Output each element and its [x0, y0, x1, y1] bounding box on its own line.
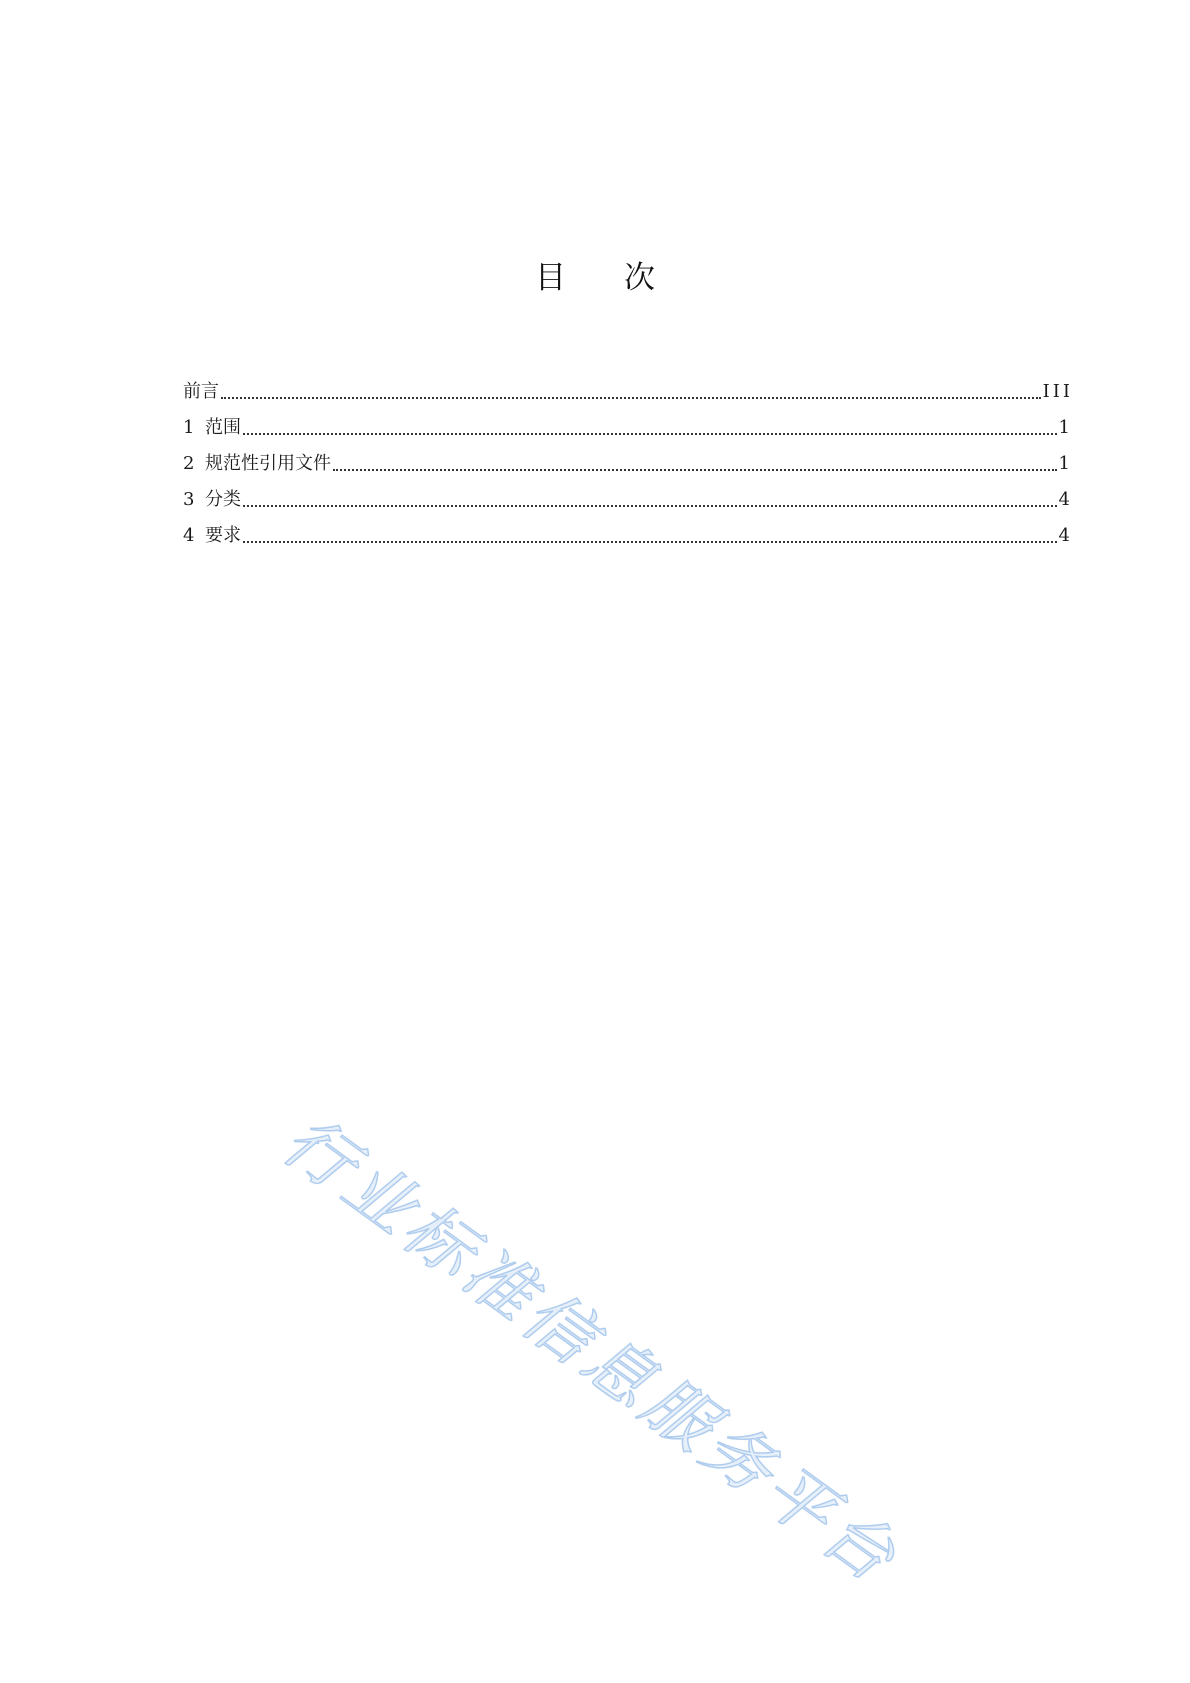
- toc-entry-number: 3: [183, 489, 195, 510]
- toc-entry-scope[interactable]: [183, 404, 1073, 440]
- toc-entry-label: 规范性引用文件: [205, 453, 331, 474]
- toc-entry-label: 范围: [205, 417, 241, 438]
- toc-entry-foreword[interactable]: [183, 368, 1073, 404]
- toc-entry-label: 分类: [205, 489, 241, 510]
- toc-leader-dots: [333, 468, 1057, 471]
- toc-entry-requirements[interactable]: [183, 512, 1073, 548]
- toc-page-number: 1: [1058, 417, 1073, 438]
- toc-leader-dots: [243, 504, 1057, 507]
- toc-page-number: 4: [1058, 525, 1073, 546]
- toc-entry-normative-references[interactable]: [183, 440, 1073, 476]
- toc-leader-dots: [221, 396, 1041, 399]
- toc-entry-classification[interactable]: [183, 476, 1073, 512]
- toc-entry-number: 4: [183, 525, 195, 546]
- toc-page-number: 1: [1058, 453, 1073, 474]
- toc-entry-number: 2: [183, 453, 195, 474]
- toc-page-number: III: [1042, 381, 1073, 402]
- toc-entry-label: 前言: [183, 381, 219, 402]
- toc-entry-number: 1: [183, 417, 195, 438]
- toc-leader-dots: [243, 432, 1057, 435]
- toc-leader-dots: [243, 540, 1057, 543]
- table-of-contents: [183, 368, 1073, 548]
- watermark: 行业标准信息服务平台: [268, 1101, 914, 1601]
- toc-title: 目次: [535, 260, 713, 296]
- toc-page-number: 4: [1058, 489, 1073, 510]
- toc-entry-label: 要求: [205, 525, 241, 546]
